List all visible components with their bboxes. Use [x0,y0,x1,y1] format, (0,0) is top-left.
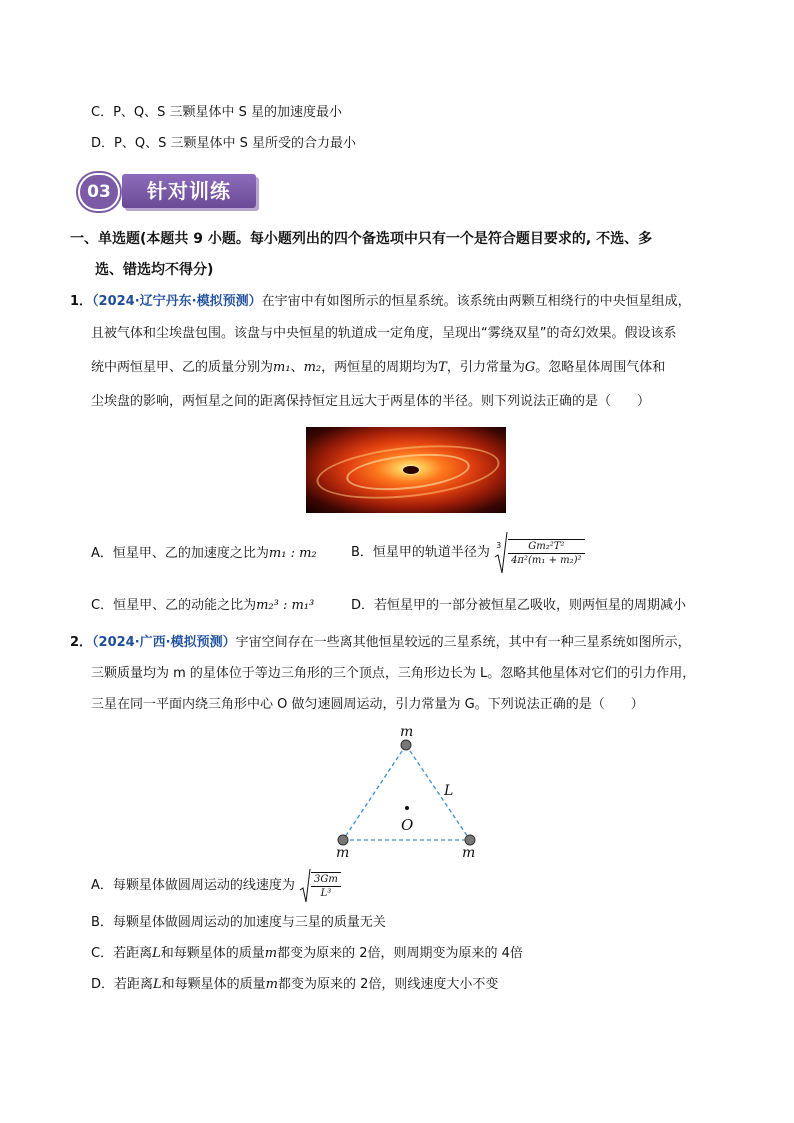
q2-option-d-text-2: 和每颗星体的质量 [161,977,266,992]
label-top-m: m [400,724,414,740]
q2-option-d-L: L [153,977,162,992]
q2-option-b: B．每颗星体做圆周运动的加速度与三星的质量无关 [91,915,386,930]
q1-option-a [91,545,317,563]
q1-option-a-math: m₁ : m₂ [268,546,317,561]
q1-G: G [524,360,536,375]
q1-option-c [91,597,314,615]
star-left [338,835,348,845]
part-heading-line1: 一、单选题(本题共 9 小题。每小题列出的四个备选项中只有一个是符合题目要求的, 不选、多 [70,231,653,247]
q1-option-b-denominator: 4π²(m₁ + m₂)² [511,555,582,566]
section-header [78,171,260,211]
q2-option-a [91,868,341,904]
q1-line4: 尘埃盘的影响，两恒星之间的距离保持恒定且远大于两星体的半径。则下列说法正确的是（ ） [91,394,651,409]
q1-line3 [91,359,665,377]
q1-m2: m₂ [303,360,322,375]
triangle-side-right [406,745,470,840]
q2-option-c-L: L [152,946,161,961]
prev-option-d: D．P、Q、S 三颗星体中 S 星所受的合力最小 [91,136,356,151]
q1-option-b-index: 3 [496,541,502,550]
star-top [401,740,411,750]
triangle-side-left [343,745,406,840]
part-heading-line2: 选、错选均不得分) [95,262,214,278]
q2-option-d-m: m [265,977,278,992]
section-number: 03 [78,173,120,211]
q1-text-3d: 。忽略星体周围气体和 [535,360,666,375]
q2-option-d-text-1: D．若距离 [91,977,154,992]
q1-option-a-text: A．恒星甲、乙的加速度之比为 [91,546,269,561]
q2-option-a-numerator: 3Gm [311,873,341,887]
q2-option-c-text-2: 和每颗星体的质量 [160,946,265,961]
q2-number: 2． [70,635,93,650]
q2-line2: 三颗质量均为 m 的星体位于等边三角形的三个顶点，三角形边长为 L。忽略其他星体对它们的引力作用， [91,666,696,681]
q1-option-c-text: C．恒星甲、乙的动能之比为 [91,598,257,613]
q1-option-b-radical [494,531,584,575]
q2-option-c-text-1: C．若距离 [91,946,153,961]
q1-option-d: D．若恒星甲的一部分被恒星乙吸收，则两恒星的周期减小 [351,598,687,613]
q1-T: T [438,360,447,375]
label-center-O: O [401,816,414,834]
q1-text-3c: ，引力常量为 [446,360,525,375]
q2-option-c-text-3: 都变为原来的 2倍，则周期变为原来的 4倍 [277,946,523,961]
label-left-m: m [336,845,350,861]
q1-number: 1． [70,294,93,309]
q2-option-a-denominator: L³ [320,888,332,899]
q1-text-3b: ，两恒星的周期均为 [321,360,439,375]
q1-text-1: 在宇宙中有如图所示的恒星系统。该系统由两颗互相绕行的中央恒星组成， [261,294,691,309]
q1-source: （2024·辽宁丹东·模拟预测） [92,294,262,309]
q1-text-3a: 统中两恒星甲、乙的质量分别为 [91,360,274,375]
q1-line1 [70,293,691,311]
section-title: 针对训练 [122,174,256,208]
q1-m1: m₁ [273,360,291,375]
center-point [405,806,409,810]
q2-option-d [91,976,498,994]
q2-option-a-text: A．每颗星体做圆周运动的线速度为 [91,878,295,893]
q1-option-b-numerator: Gm₂²T² [508,540,584,554]
label-right-m: m [462,845,476,861]
q1-option-b-text: B．恒星甲的轨道半径为 [351,545,490,560]
q2-line3: 三星在同一平面内绕三角形中心 O 做匀速圆周运动，引力常量为 G。下列说法正确的是（ ） [91,697,644,712]
q2-option-a-fraction [311,872,341,900]
q2-option-c [91,945,523,963]
q1-option-c-math: m₂³ : m₁³ [256,598,315,613]
q2-text-1: 宇宙空间存在一些离其他恒星较远的三星系统，其中有一种三星系统如图所示， [235,635,691,650]
central-stars [402,465,420,475]
radical-sign-icon [299,868,311,904]
prev-option-c: C．P、Q、S 三颗星体中 S 星的加速度最小 [91,105,343,120]
q2-source: （2024·广西·模拟预测） [92,635,236,650]
three-star-diagram [325,722,485,862]
star-right [465,835,475,845]
q1-option-b-fraction [508,539,584,567]
q2-option-c-m: m [264,946,278,961]
q2-line1 [70,634,691,652]
q1-line2: 且被气体和尘埃盘包围。该盘与中央恒星的轨道成一定角度，呈现出“雾绕双星”的奇幻效果。假设该系 [91,326,677,341]
q2-option-d-text-3: 都变为原来的 2倍，则线速度大小不变 [278,977,499,992]
q1-sep: 、 [290,360,304,375]
binary-star-disk-image [306,427,506,513]
q1-option-b [351,531,585,575]
q2-option-a-radical [299,868,341,904]
label-side-L: L [444,783,454,799]
